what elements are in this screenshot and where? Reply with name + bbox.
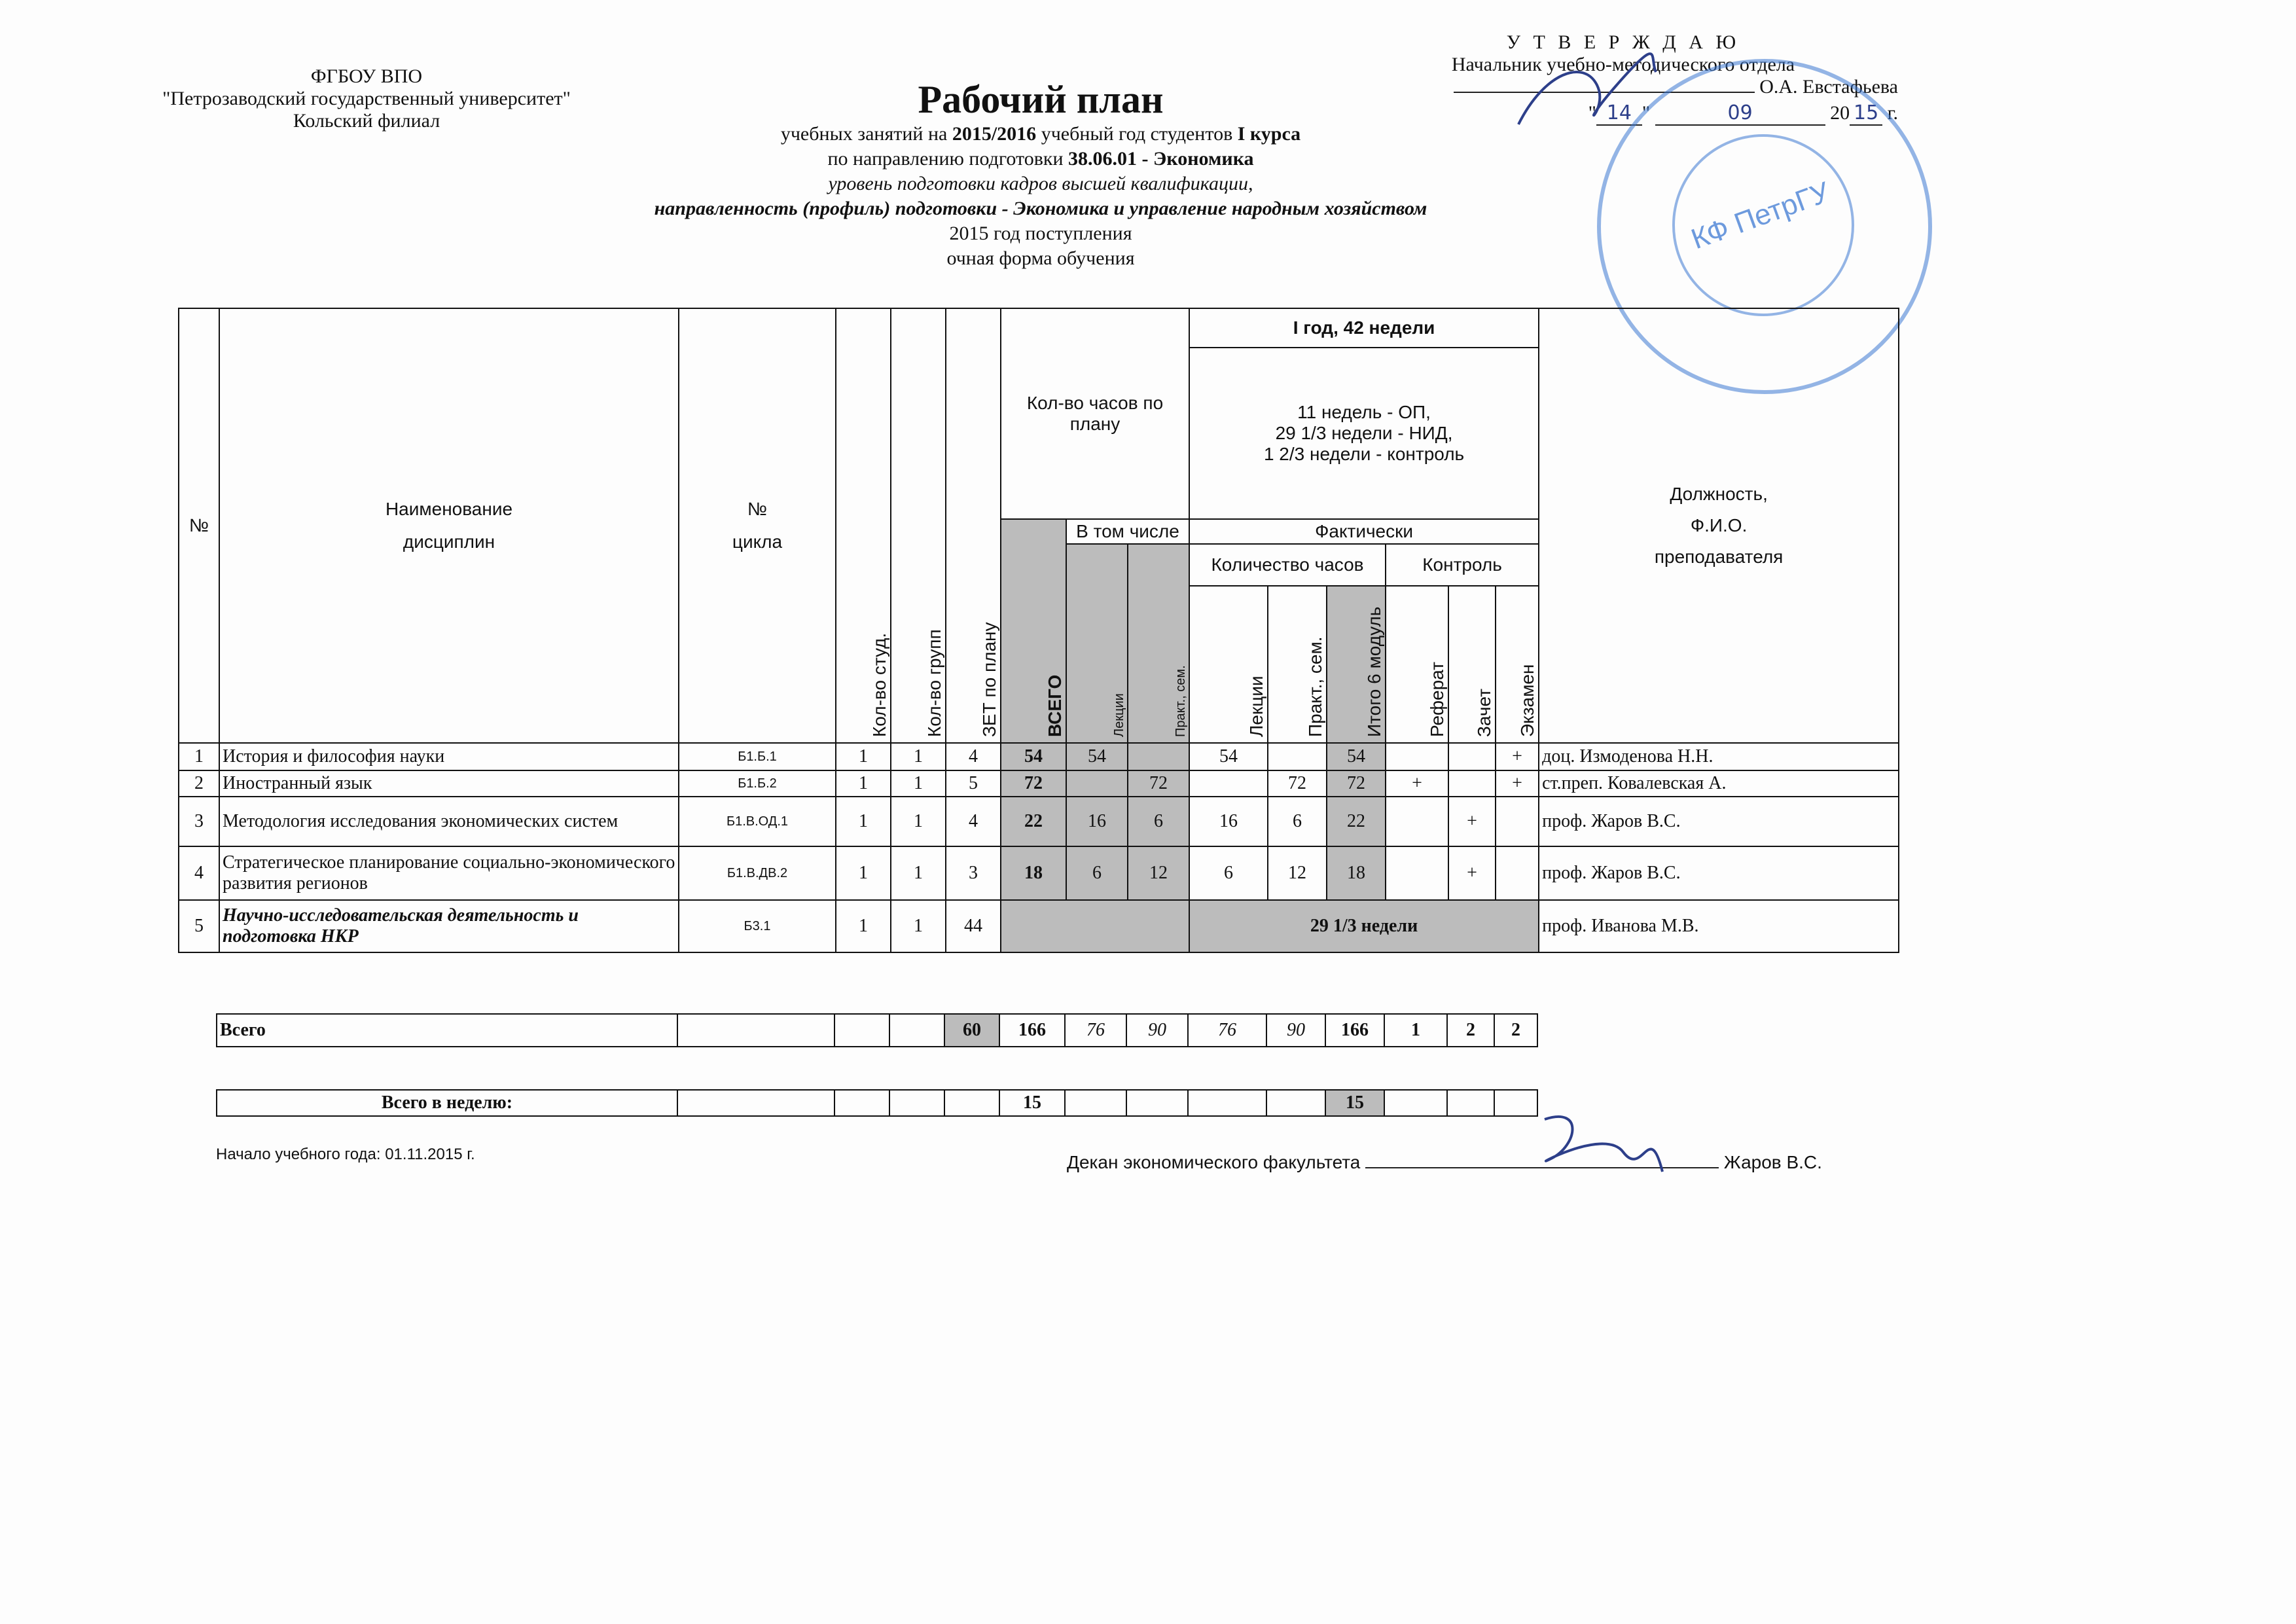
dean-signature xyxy=(1525,1100,1682,1191)
col-lect: Лекции xyxy=(1066,544,1128,743)
col-fact: Фактически xyxy=(1189,519,1539,544)
col-name: Наименование дисциплин xyxy=(219,308,679,743)
totals-row: Всего 60 166 76 90 76 90 166 1 2 2 xyxy=(217,1014,1537,1047)
curriculum-table xyxy=(178,308,1899,953)
org-line3: Кольский филиал xyxy=(293,110,440,132)
col-including: В том числе xyxy=(1066,519,1189,544)
col-f-pract: Практ., сем. xyxy=(1268,586,1327,743)
approve-role: Начальник учебно-методического отдела xyxy=(1451,54,1795,75)
dean-signature-block: Декан экономического факультета Жаров В.С. xyxy=(1067,1152,1822,1172)
approve-day: 14 xyxy=(1596,102,1642,126)
approve-title: У Т В Е Р Ж Д А Ю xyxy=(1506,31,1740,53)
col-groups: Кол-во групп xyxy=(891,308,946,743)
col-num: № xyxy=(179,308,219,743)
approve-name: О.А. Евстафьева xyxy=(1759,76,1898,98)
col-exam: Экзамен xyxy=(1496,586,1539,743)
col-zach: Зачет xyxy=(1448,586,1496,743)
col-f-total: Итого 6 модуль xyxy=(1327,586,1386,743)
col-zet: ЗЕТ по плану xyxy=(946,308,1001,743)
qualification-level: уровень подготовки кадров высшей квалификации, xyxy=(828,173,1253,194)
plan-subtitle: учебных занятий на 2015/2016 учебный год студентов I курса по направлению подготовки 38.06.01 - Экономика уровень подготовки кадров высшей квалификации, направленность (профиль) подготовки - Экономика и управление народным хозяйством 2015 год поступления очная форма обучения xyxy=(563,122,1518,271)
table-row: 5 Научно-исследовательская деятельность и подготовка НКР Б3.1 1 1 44 29 1/3 недели проф. Иванова М.В. xyxy=(179,900,1899,952)
col-cycle: № цикла xyxy=(679,308,836,743)
totals-table xyxy=(216,1013,1538,1047)
study-form: очная форма обучения xyxy=(946,247,1135,269)
table-row: 4 Стратегическое планирование социально-экономического развития регионов Б1.В.ДВ.2 1 1 3 18 6 12 6 12 18 + проф. Жаров В.С. xyxy=(179,846,1899,900)
table-row: 1 История и философия науки Б1.Б.1 1 1 4 54 54 54 54 + доц. Измоденова Н.Н. xyxy=(179,743,1899,770)
weeks-breakdown: 11 недель - ОП, 29 1/3 недели - НИД, 1 2/3 недели - контроль xyxy=(1189,348,1539,519)
research-weeks: 29 1/3 недели xyxy=(1189,900,1539,952)
col-total: ВСЕГО xyxy=(1001,519,1066,743)
table-row: 2 Иностранный язык Б1.Б.2 1 1 5 72 72 72 72 + + ст.преп. Ковалевская А. xyxy=(179,770,1899,797)
col-students: Кол-во студ. xyxy=(836,308,891,743)
approve-month: 09 xyxy=(1655,102,1825,126)
stamp-text: КФ ПетрГУ xyxy=(1687,175,1834,256)
col-control: Контроль xyxy=(1386,544,1539,586)
table-row: 3 Методология исследования экономических систем Б1.В.ОД.1 1 1 4 22 16 6 16 6 22 + проф. Жаров В.С. xyxy=(179,797,1899,846)
col-year: I год, 42 недели xyxy=(1189,308,1539,348)
org-line1: ФГБОУ ВПО xyxy=(310,65,423,87)
col-teacher: Должность, Ф.И.О. преподавателя xyxy=(1539,308,1899,743)
approve-year: 15 xyxy=(1850,102,1882,126)
weekly-table xyxy=(216,1089,1538,1117)
admission-year: 2015 год поступления xyxy=(949,223,1132,244)
program-profile: направленность (профиль) подготовки - Экономика и управление народным хозяйством xyxy=(654,198,1427,219)
academic-year-start: Начало учебного года: 01.11.2015 г. xyxy=(216,1146,475,1163)
weekly-row: Всего в неделю: 15 15 xyxy=(217,1090,1537,1116)
col-pract: Практ., сем. xyxy=(1128,544,1189,743)
col-hours-plan: Кол-во часов по плану xyxy=(1001,308,1189,519)
col-ref: Реферат xyxy=(1386,586,1448,743)
page-title: Рабочий план xyxy=(918,78,1164,121)
organization-header xyxy=(157,65,576,132)
col-hours-count: Количество часов xyxy=(1189,544,1386,586)
approve-date: " 14 " 09 20 15 г. xyxy=(1588,101,1898,124)
org-line2: "Петрозаводский государственный университет" xyxy=(162,88,571,109)
col-f-lect: Лекции xyxy=(1189,586,1268,743)
